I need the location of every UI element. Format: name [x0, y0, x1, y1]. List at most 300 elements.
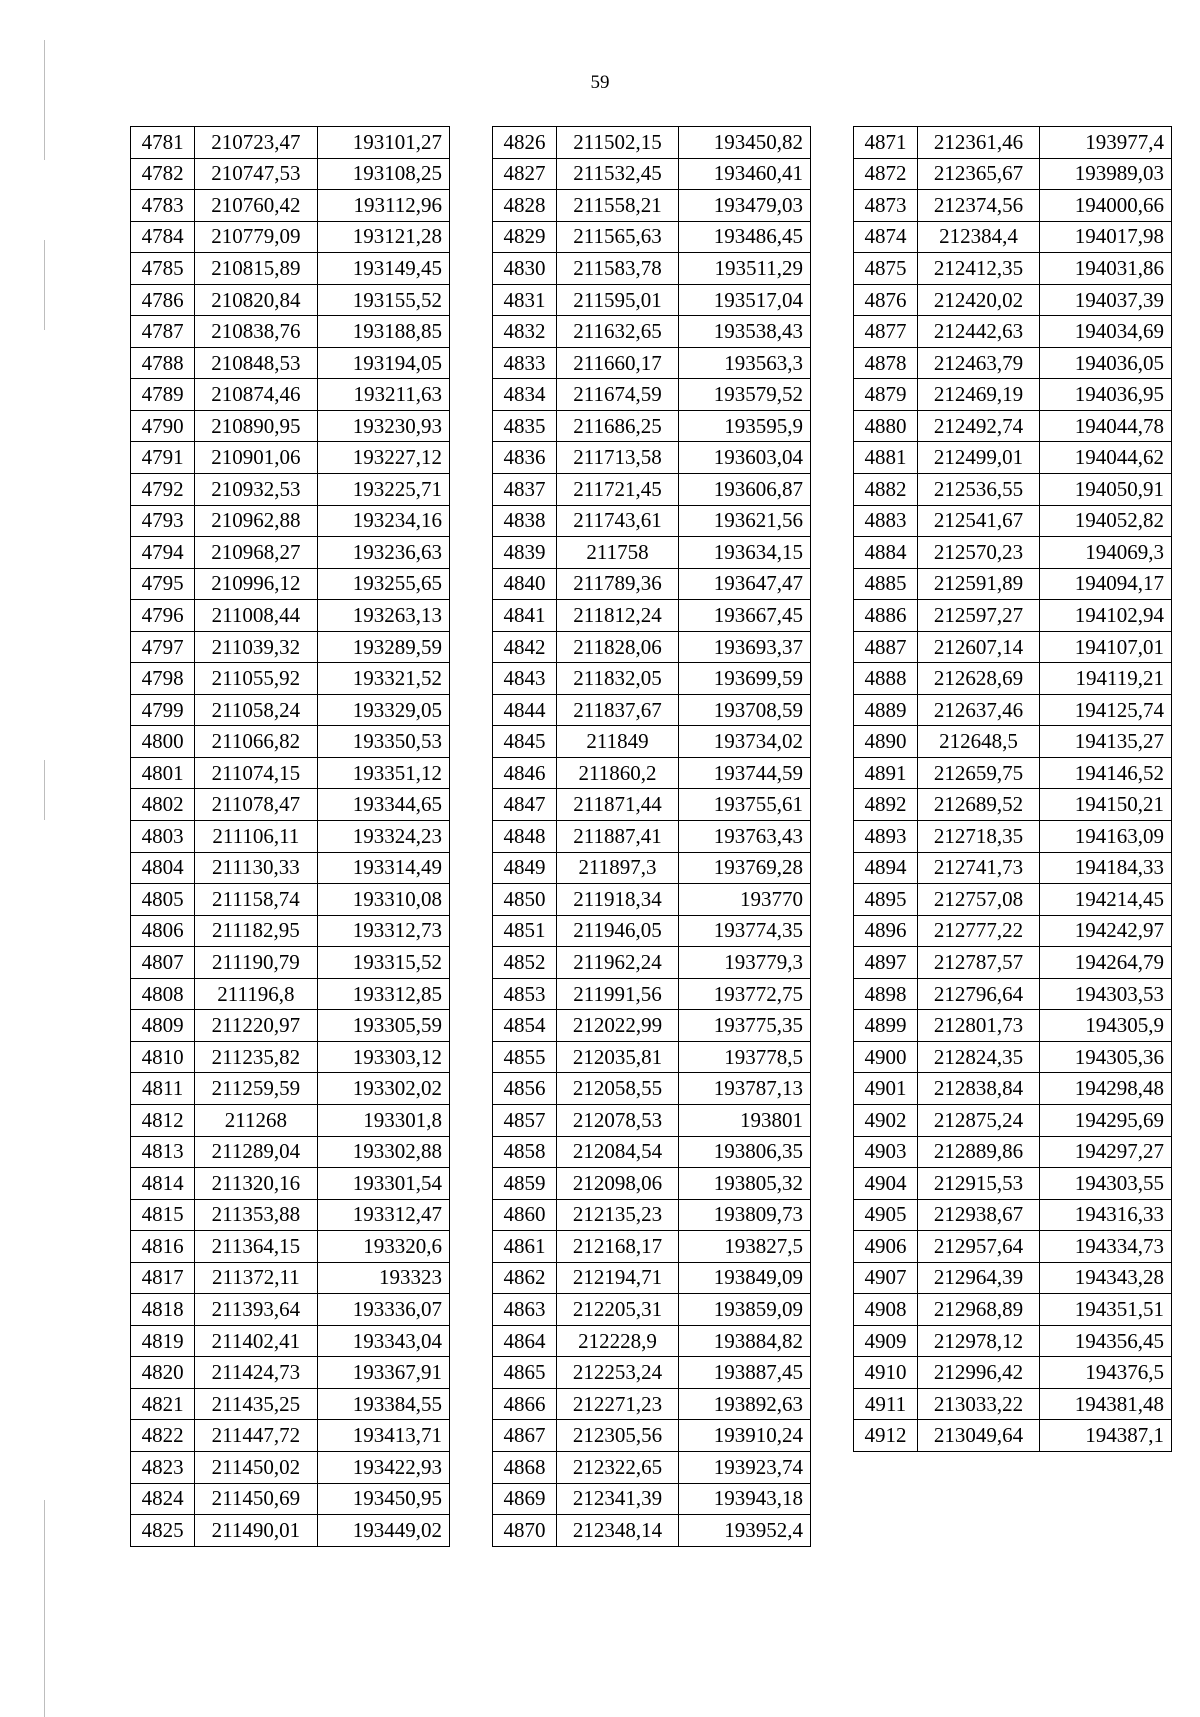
table-row — [131, 253, 450, 285]
point-number-cell: 4799 — [131, 694, 195, 726]
table-row — [493, 1010, 811, 1042]
x-coordinate-cell: 210815,89 — [195, 253, 317, 285]
y-coordinate-cell: 194000,66 — [1040, 190, 1172, 222]
table-row — [854, 253, 1172, 285]
point-number-cell: 4793 — [131, 505, 195, 537]
table-row — [131, 1325, 450, 1357]
table-row — [493, 410, 811, 442]
point-number-cell: 4801 — [131, 757, 195, 789]
point-number-cell: 4808 — [131, 978, 195, 1010]
y-coordinate-cell: 193312,73 — [317, 915, 449, 947]
table-row — [854, 1325, 1172, 1357]
x-coordinate-cell: 211812,24 — [557, 600, 679, 632]
x-coordinate-cell: 212741,73 — [918, 852, 1040, 884]
table-row — [493, 631, 811, 663]
x-coordinate-cell: 210874,46 — [195, 379, 317, 411]
y-coordinate-cell: 193755,61 — [679, 789, 811, 821]
table-row — [493, 789, 811, 821]
y-coordinate-cell: 193805,32 — [679, 1168, 811, 1200]
x-coordinate-cell: 212824,35 — [918, 1041, 1040, 1073]
x-coordinate-cell: 212499,01 — [918, 442, 1040, 474]
x-coordinate-cell: 211078,47 — [195, 789, 317, 821]
y-coordinate-cell: 193301,8 — [317, 1104, 449, 1136]
y-coordinate-cell: 193301,54 — [317, 1168, 449, 1200]
x-coordinate-cell: 212787,57 — [918, 947, 1040, 979]
table-row — [131, 1483, 450, 1515]
y-coordinate-cell: 193413,71 — [317, 1420, 449, 1452]
x-coordinate-cell: 211158,74 — [195, 884, 317, 916]
y-coordinate-cell: 194150,21 — [1040, 789, 1172, 821]
y-coordinate-cell: 193923,74 — [679, 1451, 811, 1483]
x-coordinate-cell: 211364,15 — [195, 1231, 317, 1263]
point-number-cell: 4907 — [854, 1262, 918, 1294]
y-coordinate-cell: 194298,48 — [1040, 1073, 1172, 1105]
point-number-cell: 4836 — [493, 442, 557, 474]
table-row — [493, 1231, 811, 1263]
x-coordinate-cell: 211565,63 — [557, 221, 679, 253]
x-coordinate-cell: 212084,54 — [557, 1136, 679, 1168]
x-coordinate-cell: 211289,04 — [195, 1136, 317, 1168]
x-coordinate-cell: 212135,23 — [557, 1199, 679, 1231]
y-coordinate-cell: 193422,93 — [317, 1451, 449, 1483]
point-number-cell: 4858 — [493, 1136, 557, 1168]
table-row — [493, 1483, 811, 1515]
point-number-cell: 4860 — [493, 1199, 557, 1231]
x-coordinate-cell: 211849 — [557, 726, 679, 758]
point-number-cell: 4855 — [493, 1041, 557, 1073]
y-coordinate-cell: 193775,35 — [679, 1010, 811, 1042]
table-row — [493, 253, 811, 285]
x-coordinate-cell: 211055,92 — [195, 663, 317, 695]
y-coordinate-cell: 193230,93 — [317, 410, 449, 442]
point-number-cell: 4899 — [854, 1010, 918, 1042]
y-coordinate-cell: 194184,33 — [1040, 852, 1172, 884]
point-number-cell: 4892 — [854, 789, 918, 821]
table-row — [493, 474, 811, 506]
point-number-cell: 4813 — [131, 1136, 195, 1168]
x-coordinate-cell: 211632,65 — [557, 316, 679, 348]
y-coordinate-cell: 194303,53 — [1040, 978, 1172, 1010]
point-number-cell: 4883 — [854, 505, 918, 537]
table-row — [854, 1294, 1172, 1326]
table-row — [493, 284, 811, 316]
x-coordinate-cell: 212777,22 — [918, 915, 1040, 947]
table-row — [493, 1262, 811, 1294]
point-number-cell: 4842 — [493, 631, 557, 663]
x-coordinate-cell: 210968,27 — [195, 537, 317, 569]
point-number-cell: 4839 — [493, 537, 557, 569]
table-row — [493, 1041, 811, 1073]
point-number-cell: 4886 — [854, 600, 918, 632]
x-coordinate-cell: 211686,25 — [557, 410, 679, 442]
point-number-cell: 4859 — [493, 1168, 557, 1200]
point-number-cell: 4791 — [131, 442, 195, 474]
x-coordinate-cell: 210747,53 — [195, 158, 317, 190]
point-number-cell: 4894 — [854, 852, 918, 884]
point-number-cell: 4825 — [131, 1515, 195, 1547]
point-number-cell: 4853 — [493, 978, 557, 1010]
y-coordinate-cell: 193312,85 — [317, 978, 449, 1010]
table-row — [493, 600, 811, 632]
table-row — [493, 884, 811, 916]
table-row — [131, 221, 450, 253]
table-row — [493, 1136, 811, 1168]
table-row — [131, 757, 450, 789]
table-row — [854, 127, 1172, 159]
y-coordinate-cell: 193772,75 — [679, 978, 811, 1010]
x-coordinate-cell: 210848,53 — [195, 347, 317, 379]
point-number-cell: 4843 — [493, 663, 557, 695]
table-row — [854, 158, 1172, 190]
table-row — [493, 757, 811, 789]
table-row — [493, 1073, 811, 1105]
point-number-cell: 4885 — [854, 568, 918, 600]
table-row — [131, 127, 450, 159]
y-coordinate-cell: 194102,94 — [1040, 600, 1172, 632]
table-row — [854, 442, 1172, 474]
point-number-cell: 4857 — [493, 1104, 557, 1136]
point-number-cell: 4849 — [493, 852, 557, 884]
point-number-cell: 4852 — [493, 947, 557, 979]
y-coordinate-cell: 193234,16 — [317, 505, 449, 537]
point-number-cell: 4831 — [493, 284, 557, 316]
table-row — [131, 852, 450, 884]
table-row — [854, 915, 1172, 947]
table-row — [854, 1168, 1172, 1200]
table-row — [854, 474, 1172, 506]
point-number-cell: 4854 — [493, 1010, 557, 1042]
x-coordinate-cell: 211713,58 — [557, 442, 679, 474]
table-row — [131, 1010, 450, 1042]
table-row — [131, 505, 450, 537]
x-coordinate-cell: 212978,12 — [918, 1325, 1040, 1357]
table-row — [854, 505, 1172, 537]
table-row — [131, 631, 450, 663]
point-number-cell: 4835 — [493, 410, 557, 442]
table-row — [131, 915, 450, 947]
x-coordinate-cell: 212365,67 — [918, 158, 1040, 190]
table-row — [493, 158, 811, 190]
y-coordinate-cell: 193538,43 — [679, 316, 811, 348]
table-row — [493, 1515, 811, 1547]
point-number-cell: 4816 — [131, 1231, 195, 1263]
y-coordinate-cell: 193343,04 — [317, 1325, 449, 1357]
table-row — [131, 1451, 450, 1483]
y-coordinate-cell: 193774,35 — [679, 915, 811, 947]
point-number-cell: 4906 — [854, 1231, 918, 1263]
table-row — [493, 852, 811, 884]
table-row — [131, 284, 450, 316]
x-coordinate-cell: 212536,55 — [918, 474, 1040, 506]
table-row — [493, 347, 811, 379]
x-coordinate-cell: 212757,08 — [918, 884, 1040, 916]
table-row — [493, 1451, 811, 1483]
x-coordinate-cell: 212341,39 — [557, 1483, 679, 1515]
point-number-cell: 4834 — [493, 379, 557, 411]
y-coordinate-cell: 194037,39 — [1040, 284, 1172, 316]
table-row — [131, 1168, 450, 1200]
y-coordinate-cell: 194343,28 — [1040, 1262, 1172, 1294]
point-number-cell: 4889 — [854, 694, 918, 726]
y-coordinate-cell: 193517,04 — [679, 284, 811, 316]
y-coordinate-cell: 193302,02 — [317, 1073, 449, 1105]
y-coordinate-cell: 194376,5 — [1040, 1357, 1172, 1389]
table-row — [493, 915, 811, 947]
x-coordinate-cell: 211393,64 — [195, 1294, 317, 1326]
point-number-cell: 4873 — [854, 190, 918, 222]
table-row — [131, 537, 450, 569]
table-row — [493, 694, 811, 726]
point-number-cell: 4814 — [131, 1168, 195, 1200]
x-coordinate-cell: 212035,81 — [557, 1041, 679, 1073]
x-coordinate-cell: 211435,25 — [195, 1388, 317, 1420]
point-number-cell: 4797 — [131, 631, 195, 663]
x-coordinate-cell: 212996,42 — [918, 1357, 1040, 1389]
x-coordinate-cell: 210901,06 — [195, 442, 317, 474]
x-coordinate-cell: 211190,79 — [195, 947, 317, 979]
table-row — [131, 947, 450, 979]
table-row — [131, 379, 450, 411]
table-row — [854, 537, 1172, 569]
x-coordinate-cell: 210760,42 — [195, 190, 317, 222]
point-number-cell: 4888 — [854, 663, 918, 695]
point-number-cell: 4896 — [854, 915, 918, 947]
x-coordinate-cell: 210996,12 — [195, 568, 317, 600]
y-coordinate-cell: 193310,08 — [317, 884, 449, 916]
y-coordinate-cell: 193302,88 — [317, 1136, 449, 1168]
point-number-cell: 4798 — [131, 663, 195, 695]
scan-edge-mark — [44, 760, 45, 820]
y-coordinate-cell: 194303,55 — [1040, 1168, 1172, 1200]
x-coordinate-cell: 210820,84 — [195, 284, 317, 316]
point-number-cell: 4880 — [854, 410, 918, 442]
y-coordinate-cell: 193320,6 — [317, 1231, 449, 1263]
y-coordinate-cell: 193693,37 — [679, 631, 811, 663]
x-coordinate-cell: 212938,67 — [918, 1199, 1040, 1231]
table-row — [493, 1104, 811, 1136]
y-coordinate-cell: 193384,55 — [317, 1388, 449, 1420]
scan-edge-mark — [44, 1500, 45, 1717]
point-number-cell: 4804 — [131, 852, 195, 884]
table-row — [854, 221, 1172, 253]
point-number-cell: 4871 — [854, 127, 918, 159]
y-coordinate-cell: 193305,59 — [317, 1010, 449, 1042]
table-row — [854, 1388, 1172, 1420]
table-row — [493, 821, 811, 853]
table-row — [854, 1231, 1172, 1263]
y-coordinate-cell: 193827,5 — [679, 1231, 811, 1263]
y-coordinate-cell: 194356,45 — [1040, 1325, 1172, 1357]
x-coordinate-cell: 212205,31 — [557, 1294, 679, 1326]
point-number-cell: 4826 — [493, 127, 557, 159]
table-row — [493, 316, 811, 348]
table-row — [854, 726, 1172, 758]
y-coordinate-cell: 194381,48 — [1040, 1388, 1172, 1420]
point-number-cell: 4802 — [131, 789, 195, 821]
point-number-cell: 4903 — [854, 1136, 918, 1168]
y-coordinate-cell: 193486,45 — [679, 221, 811, 253]
point-number-cell: 4872 — [854, 158, 918, 190]
table-row — [493, 1294, 811, 1326]
x-coordinate-cell: 210932,53 — [195, 474, 317, 506]
table-row — [854, 1199, 1172, 1231]
y-coordinate-cell: 193449,02 — [317, 1515, 449, 1547]
x-coordinate-cell: 211502,15 — [557, 127, 679, 159]
x-coordinate-cell: 211353,88 — [195, 1199, 317, 1231]
point-number-cell: 4865 — [493, 1357, 557, 1389]
table-row — [493, 537, 811, 569]
table-row — [493, 1388, 811, 1420]
point-number-cell: 4844 — [493, 694, 557, 726]
y-coordinate-cell: 194031,86 — [1040, 253, 1172, 285]
point-number-cell: 4818 — [131, 1294, 195, 1326]
point-number-cell: 4882 — [854, 474, 918, 506]
table-row — [131, 1041, 450, 1073]
y-coordinate-cell: 194135,27 — [1040, 726, 1172, 758]
point-number-cell: 4868 — [493, 1451, 557, 1483]
x-coordinate-cell: 211259,59 — [195, 1073, 317, 1105]
x-coordinate-cell: 210779,09 — [195, 221, 317, 253]
x-coordinate-cell: 212889,86 — [918, 1136, 1040, 1168]
x-coordinate-cell: 210838,76 — [195, 316, 317, 348]
point-number-cell: 4828 — [493, 190, 557, 222]
y-coordinate-cell: 194107,01 — [1040, 631, 1172, 663]
point-number-cell: 4905 — [854, 1199, 918, 1231]
x-coordinate-cell: 211490,01 — [195, 1515, 317, 1547]
table-row — [131, 1357, 450, 1389]
y-coordinate-cell: 193708,59 — [679, 694, 811, 726]
y-coordinate-cell: 194334,73 — [1040, 1231, 1172, 1263]
y-coordinate-cell: 193155,52 — [317, 284, 449, 316]
page-number: 59 — [590, 72, 610, 93]
x-coordinate-cell: 212968,89 — [918, 1294, 1040, 1326]
table-row — [493, 978, 811, 1010]
y-coordinate-cell: 193977,4 — [1040, 127, 1172, 159]
point-number-cell: 4901 — [854, 1073, 918, 1105]
y-coordinate-cell: 193323 — [317, 1262, 449, 1294]
table-row — [131, 568, 450, 600]
x-coordinate-cell: 211196,8 — [195, 978, 317, 1010]
y-coordinate-cell: 193211,63 — [317, 379, 449, 411]
y-coordinate-cell: 193350,53 — [317, 726, 449, 758]
x-coordinate-cell: 211039,32 — [195, 631, 317, 663]
y-coordinate-cell: 194050,91 — [1040, 474, 1172, 506]
y-coordinate-cell: 193563,3 — [679, 347, 811, 379]
x-coordinate-cell: 211532,45 — [557, 158, 679, 190]
table-row — [854, 190, 1172, 222]
table-row — [131, 474, 450, 506]
y-coordinate-cell: 193263,13 — [317, 600, 449, 632]
point-number-cell: 4810 — [131, 1041, 195, 1073]
table-row — [854, 757, 1172, 789]
table-row — [854, 284, 1172, 316]
table-row — [493, 1168, 811, 1200]
point-number-cell: 4887 — [854, 631, 918, 663]
y-coordinate-cell: 193450,95 — [317, 1483, 449, 1515]
y-coordinate-cell: 193606,87 — [679, 474, 811, 506]
point-number-cell: 4782 — [131, 158, 195, 190]
x-coordinate-cell: 211837,67 — [557, 694, 679, 726]
table-row — [131, 1136, 450, 1168]
point-number-cell: 4909 — [854, 1325, 918, 1357]
x-coordinate-cell: 211008,44 — [195, 600, 317, 632]
x-coordinate-cell: 212591,89 — [918, 568, 1040, 600]
point-number-cell: 4837 — [493, 474, 557, 506]
x-coordinate-cell: 211106,11 — [195, 821, 317, 853]
table-row — [854, 1357, 1172, 1389]
x-coordinate-cell: 212078,53 — [557, 1104, 679, 1136]
point-number-cell: 4794 — [131, 537, 195, 569]
table-row — [854, 600, 1172, 632]
y-coordinate-cell: 193634,15 — [679, 537, 811, 569]
x-coordinate-cell: 212915,53 — [918, 1168, 1040, 1200]
coordinates-table-2 — [492, 126, 811, 1547]
x-coordinate-cell: 211402,41 — [195, 1325, 317, 1357]
point-number-cell: 4811 — [131, 1073, 195, 1105]
y-coordinate-cell: 194163,09 — [1040, 821, 1172, 853]
table-row — [131, 1104, 450, 1136]
table-row — [854, 1073, 1172, 1105]
table-row — [131, 1294, 450, 1326]
y-coordinate-cell: 193603,04 — [679, 442, 811, 474]
point-number-cell: 4781 — [131, 127, 195, 159]
x-coordinate-cell: 212957,64 — [918, 1231, 1040, 1263]
y-coordinate-cell: 194146,52 — [1040, 757, 1172, 789]
y-coordinate-cell: 193108,25 — [317, 158, 449, 190]
table-row — [131, 978, 450, 1010]
table-row — [854, 1262, 1172, 1294]
y-coordinate-cell: 194044,78 — [1040, 410, 1172, 442]
x-coordinate-cell: 211558,21 — [557, 190, 679, 222]
x-coordinate-cell: 211660,17 — [557, 347, 679, 379]
x-coordinate-cell: 212228,9 — [557, 1325, 679, 1357]
y-coordinate-cell: 193859,09 — [679, 1294, 811, 1326]
x-coordinate-cell: 211583,78 — [557, 253, 679, 285]
point-number-cell: 4824 — [131, 1483, 195, 1515]
x-coordinate-cell: 211450,69 — [195, 1483, 317, 1515]
point-number-cell: 4819 — [131, 1325, 195, 1357]
x-coordinate-cell: 212875,24 — [918, 1104, 1040, 1136]
y-coordinate-cell: 194316,33 — [1040, 1199, 1172, 1231]
table-row — [131, 694, 450, 726]
point-number-cell: 4796 — [131, 600, 195, 632]
table-row — [131, 1231, 450, 1263]
point-number-cell: 4912 — [854, 1420, 918, 1452]
y-coordinate-cell: 193647,47 — [679, 568, 811, 600]
scan-edge-mark — [44, 240, 45, 330]
table-row — [854, 1041, 1172, 1073]
x-coordinate-cell: 212659,75 — [918, 757, 1040, 789]
y-coordinate-cell: 193312,47 — [317, 1199, 449, 1231]
point-number-cell: 4867 — [493, 1420, 557, 1452]
y-coordinate-cell: 194036,05 — [1040, 347, 1172, 379]
table-row — [854, 379, 1172, 411]
point-number-cell: 4878 — [854, 347, 918, 379]
x-coordinate-cell: 211320,16 — [195, 1168, 317, 1200]
y-coordinate-cell: 194295,69 — [1040, 1104, 1172, 1136]
table-row — [854, 347, 1172, 379]
x-coordinate-cell: 211424,73 — [195, 1357, 317, 1389]
table-row — [131, 190, 450, 222]
y-coordinate-cell: 193778,5 — [679, 1041, 811, 1073]
y-coordinate-cell: 193112,96 — [317, 190, 449, 222]
x-coordinate-cell: 212305,56 — [557, 1420, 679, 1452]
y-coordinate-cell: 193315,52 — [317, 947, 449, 979]
y-coordinate-cell: 194036,95 — [1040, 379, 1172, 411]
point-number-cell: 4783 — [131, 190, 195, 222]
y-coordinate-cell: 193744,59 — [679, 757, 811, 789]
point-number-cell: 4908 — [854, 1294, 918, 1326]
